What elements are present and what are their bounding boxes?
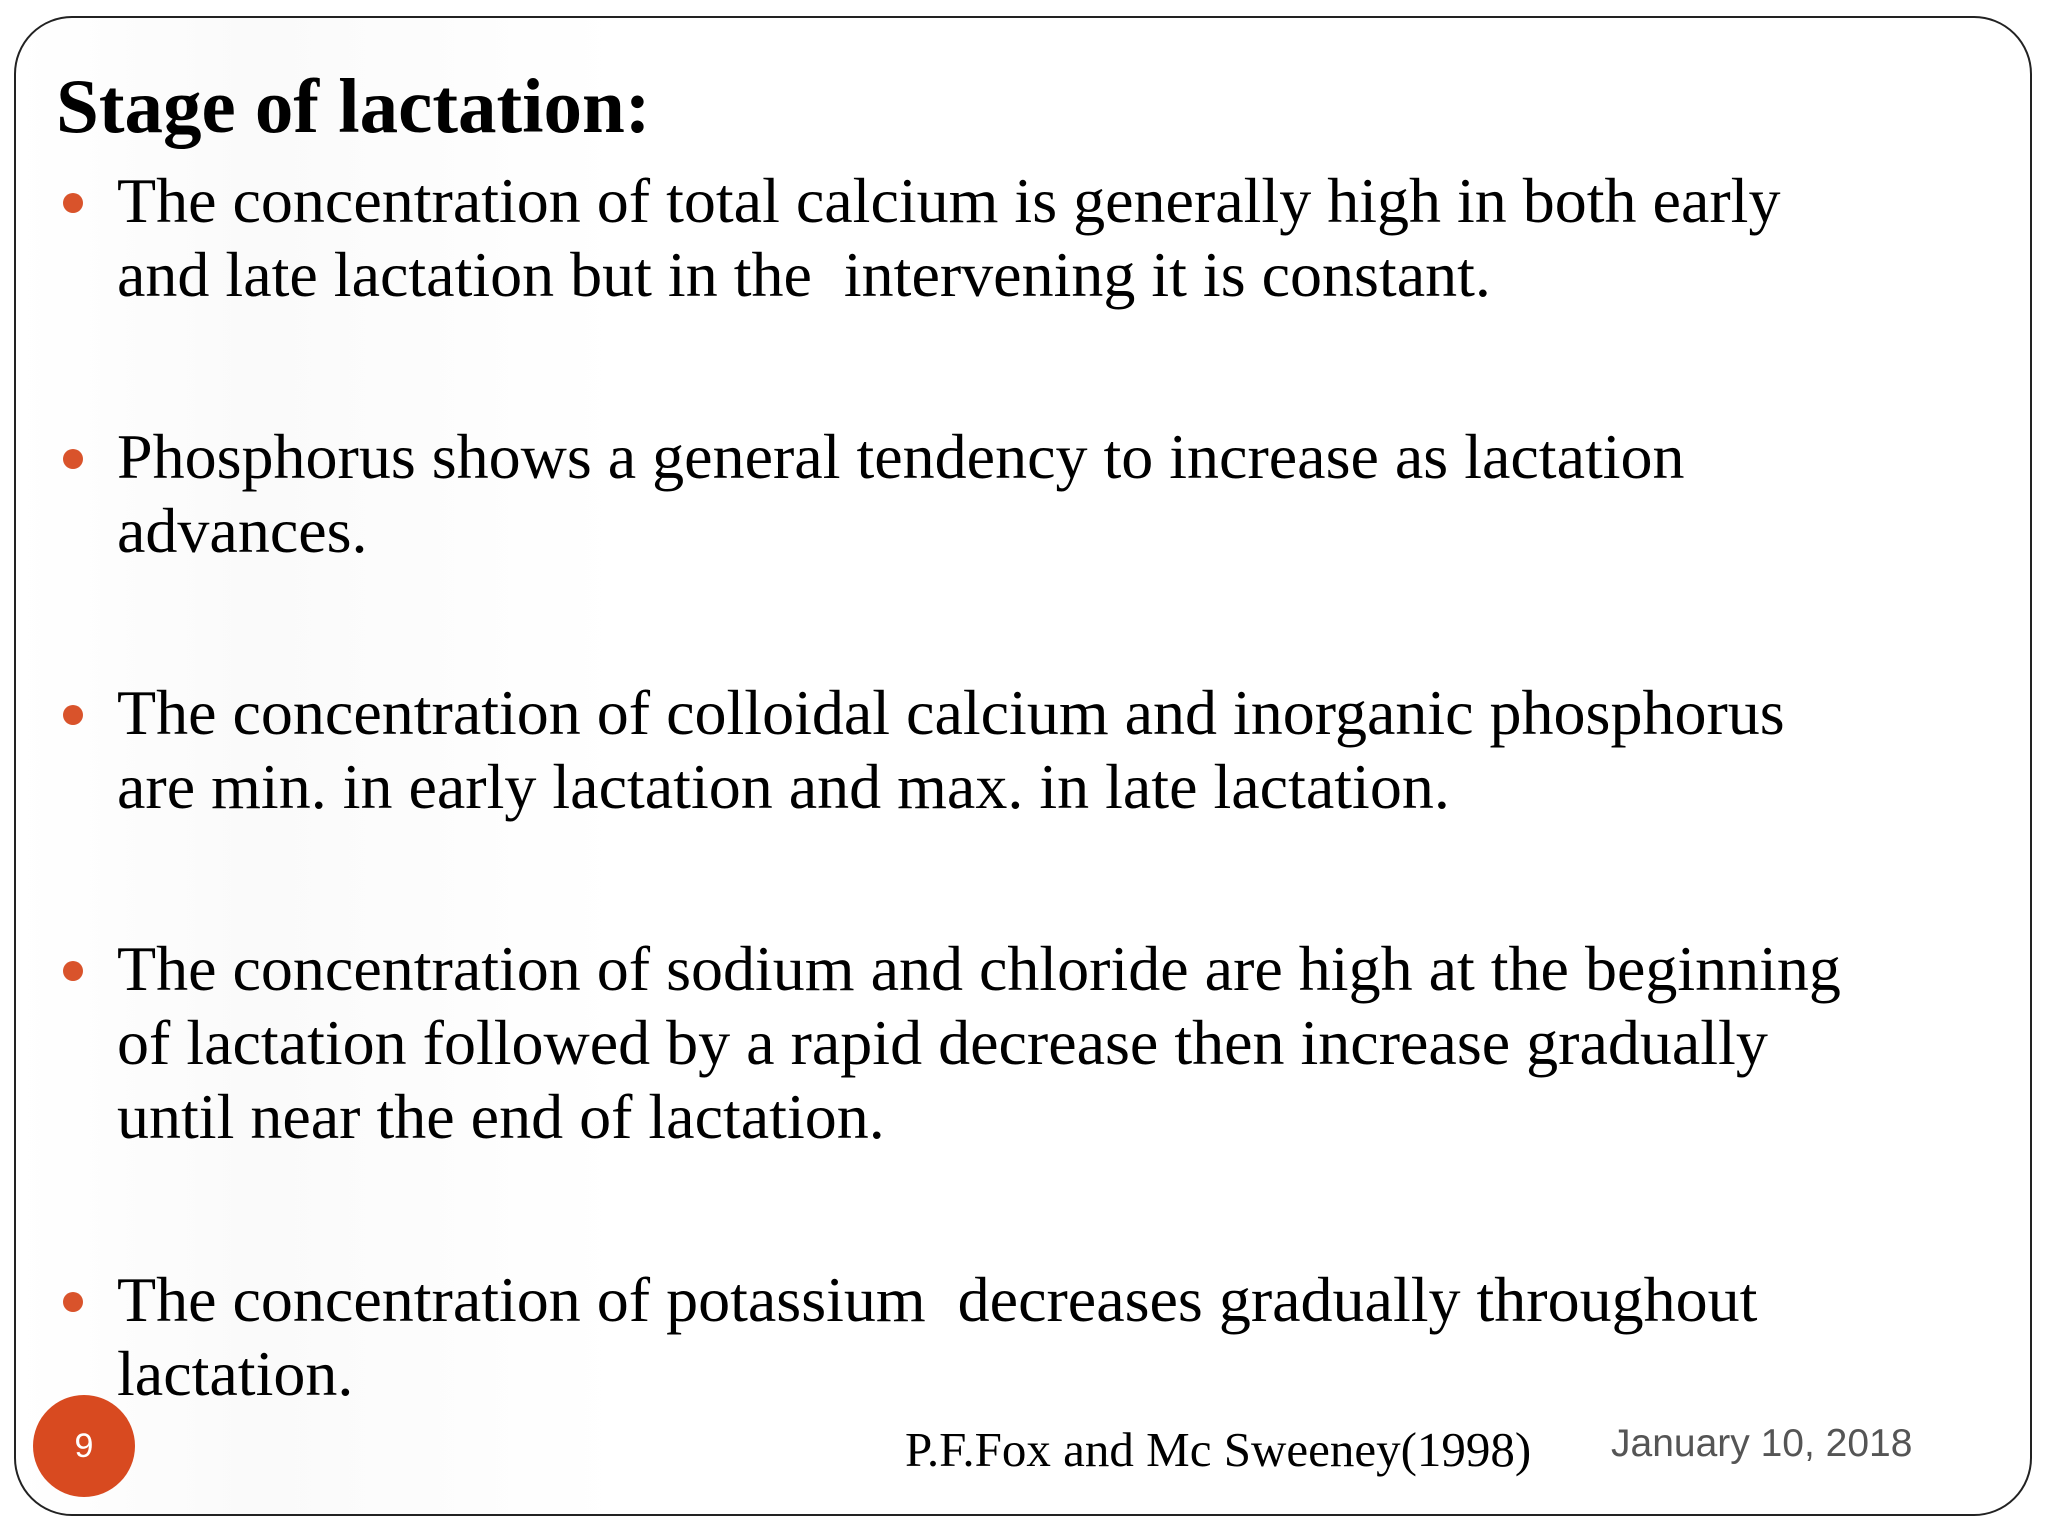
bullet-dot-icon (63, 705, 83, 725)
bullet-dot-icon (63, 1292, 83, 1312)
bullet-line: and late lactation but in the intervening it is constant. (117, 239, 1491, 310)
bullet-line: Phosphorus shows a general tendency to increase as lactation (117, 421, 1685, 492)
bullet-dot-icon (63, 449, 83, 469)
bullet-text (117, 164, 2017, 312)
bullet-text (117, 1263, 2017, 1411)
bullet-line: The concentration of colloidal calcium and inorganic phosphorus (117, 677, 1785, 748)
slide-number-badge: 9 (33, 1395, 135, 1497)
citation: P.F.Fox and Mc Sweeney(1998) (905, 1422, 1532, 1477)
bullet-line: until near the end of lactation. (117, 1081, 885, 1152)
slide-title: Stage of lactation: (56, 63, 651, 149)
bullet-dot-icon (63, 193, 83, 213)
bullet-line: The concentration of total calcium is generally high in both early (117, 165, 1781, 236)
bullet-line: advances. (117, 495, 368, 566)
bullet-line: lactation. (117, 1338, 354, 1409)
slide-date: January 10, 2018 (1611, 1422, 1913, 1465)
bullet-text (117, 676, 2017, 824)
bullet-text (117, 420, 2017, 568)
bullet-line: The concentration of potassium decreases gradually throughout (117, 1264, 1758, 1335)
bullet-line: are min. in early lactation and max. in late lactation. (117, 751, 1450, 822)
bullet-text (117, 932, 2017, 1154)
bullet-line: The concentration of sodium and chloride are high at the beginning (117, 933, 1841, 1004)
bullet-dot-icon (63, 961, 83, 981)
bullet-line: of lactation followed by a rapid decrease then increase gradually (117, 1007, 1768, 1078)
